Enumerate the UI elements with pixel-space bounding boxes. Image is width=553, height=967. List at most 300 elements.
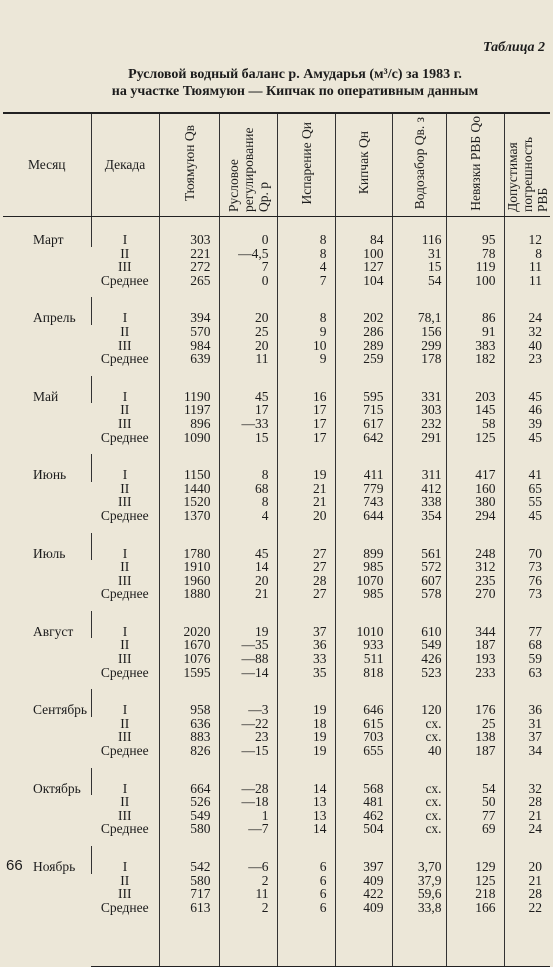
- value-cell: 2: [219, 874, 277, 888]
- value-cell: 8: [219, 495, 277, 509]
- value-cell: 1440: [159, 482, 219, 496]
- value-cell: 176: [446, 689, 504, 717]
- value-cell: 1520: [159, 495, 219, 509]
- value-cell: 73: [504, 560, 550, 574]
- value-cell: 639: [159, 352, 219, 376]
- month-cell: Ноябрь: [33, 859, 76, 874]
- header-regulation: Русловое регулирование Qр. р: [219, 113, 277, 217]
- dekada-cell: III: [118, 337, 132, 353]
- value-cell: 338: [392, 495, 446, 509]
- value-cell: 380: [446, 495, 504, 509]
- value-cell: 25: [219, 325, 277, 339]
- value-cell: 883: [159, 730, 219, 744]
- value-cell: 34: [504, 744, 550, 768]
- header-evaporation: Испарение Qи: [277, 113, 335, 217]
- value-cell: 27: [277, 560, 335, 574]
- value-cell: 235: [446, 574, 504, 588]
- value-cell: 59,6: [392, 887, 446, 901]
- value-cell: —4,5: [219, 247, 277, 261]
- value-cell: 504: [335, 822, 392, 846]
- dekada-cell: II: [120, 323, 130, 339]
- value-cell: 896: [159, 417, 219, 431]
- value-cell: 22: [504, 901, 550, 967]
- value-cell: 68: [504, 638, 550, 652]
- value-cell: 1076: [159, 652, 219, 666]
- value-cell: 11: [219, 887, 277, 901]
- value-cell: 28: [504, 887, 550, 901]
- value-cell: 203: [446, 376, 504, 404]
- value-cell: 664: [159, 768, 219, 796]
- dekada-cell: Среднее: [100, 507, 149, 523]
- month-cell: Август: [33, 623, 74, 639]
- header-tuyamuyun: Тюямуюн Qв: [159, 113, 219, 217]
- value-cell: 77: [504, 611, 550, 639]
- value-cell: 100: [335, 247, 392, 261]
- value-cell: 580: [159, 822, 219, 846]
- value-cell: 826: [159, 744, 219, 768]
- value-cell: 156: [392, 325, 446, 339]
- dekada-cell: II: [120, 715, 130, 731]
- value-cell: 270: [446, 587, 504, 611]
- dekada-cell: Среднее: [100, 743, 149, 759]
- value-cell: 481: [335, 795, 392, 809]
- value-cell: 104: [335, 274, 392, 298]
- value-cell: 610: [392, 611, 446, 639]
- month-cell: Апрель: [33, 310, 76, 326]
- table-row: [3, 217, 550, 247]
- value-cell: 36: [277, 638, 335, 652]
- header-month: Месяц: [3, 113, 91, 217]
- table-title: [60, 66, 530, 100]
- dekada-cell: I: [91, 297, 159, 325]
- month-cell: Июль: [33, 545, 66, 561]
- dekada-cell: II: [120, 245, 130, 261]
- value-cell: 35: [277, 666, 335, 690]
- dekada-cell: I: [91, 768, 159, 796]
- value-cell: 311: [392, 454, 446, 482]
- header-withdrawal: Водозабор Qв. з: [392, 113, 446, 217]
- value-cell: 23: [504, 352, 550, 376]
- value-cell: 21: [277, 482, 335, 496]
- value-cell: 27: [277, 533, 335, 561]
- value-cell: 15: [392, 260, 446, 274]
- value-cell: 218: [446, 887, 504, 901]
- value-cell: 289: [335, 339, 392, 353]
- value-cell: 0: [219, 217, 277, 247]
- dekada-cell: III: [118, 259, 132, 275]
- value-cell: 265: [159, 274, 219, 298]
- value-cell: 933: [335, 638, 392, 652]
- value-cell: 331: [392, 376, 446, 404]
- value-cell: 394: [159, 297, 219, 325]
- value-cell: 100: [446, 274, 504, 298]
- value-cell: 303: [159, 217, 219, 247]
- value-cell: 17: [277, 417, 335, 431]
- table-row: [3, 768, 550, 796]
- value-cell: 417: [446, 454, 504, 482]
- table-row: [3, 689, 550, 717]
- value-cell: 15: [219, 431, 277, 455]
- value-cell: 125: [446, 874, 504, 888]
- value-cell: 13: [277, 795, 335, 809]
- value-cell: 0: [219, 274, 277, 298]
- value-cell: 45: [219, 533, 277, 561]
- value-cell: 127: [335, 260, 392, 274]
- value-cell: 40: [504, 339, 550, 353]
- dekada-cell: III: [118, 572, 132, 588]
- value-cell: 580: [159, 874, 219, 888]
- month-cell: Март: [33, 232, 64, 247]
- value-cell: 1190: [159, 376, 219, 404]
- value-cell: сх.: [392, 795, 446, 809]
- value-cell: 182: [446, 352, 504, 376]
- month-group: [3, 768, 550, 846]
- value-cell: 7: [277, 274, 335, 298]
- value-cell: сх.: [392, 822, 446, 846]
- value-cell: 1010: [335, 611, 392, 639]
- value-cell: 14: [277, 822, 335, 846]
- value-cell: —6: [219, 846, 277, 874]
- value-cell: сх.: [392, 717, 446, 731]
- value-cell: 40: [392, 744, 446, 768]
- value-cell: 1070: [335, 574, 392, 588]
- value-cell: 17: [219, 403, 277, 417]
- value-cell: 409: [335, 874, 392, 888]
- value-cell: 2020: [159, 611, 219, 639]
- dekada-cell: III: [118, 807, 132, 823]
- value-cell: 145: [446, 403, 504, 417]
- dekada-cell: III: [118, 415, 132, 431]
- value-cell: 178: [392, 352, 446, 376]
- value-cell: 703: [335, 730, 392, 744]
- header-dekada: Декада: [91, 113, 159, 217]
- value-cell: 12: [504, 217, 550, 247]
- dekada-cell: Среднее: [100, 586, 149, 602]
- value-cell: 572: [392, 560, 446, 574]
- value-cell: 1595: [159, 666, 219, 690]
- value-cell: 19: [277, 689, 335, 717]
- value-cell: 70: [504, 533, 550, 561]
- value-cell: 426: [392, 652, 446, 666]
- value-cell: 8: [277, 297, 335, 325]
- value-cell: 6: [277, 901, 335, 967]
- table-row: [3, 533, 550, 561]
- value-cell: 248: [446, 533, 504, 561]
- value-cell: 595: [335, 376, 392, 404]
- value-cell: 818: [335, 666, 392, 690]
- header-row: [3, 113, 550, 217]
- value-cell: 549: [392, 638, 446, 652]
- value-cell: сх.: [392, 809, 446, 823]
- value-cell: —7: [219, 822, 277, 846]
- value-cell: 636: [159, 717, 219, 731]
- value-cell: 526: [159, 795, 219, 809]
- value-cell: 63: [504, 666, 550, 690]
- table-row: [3, 454, 550, 482]
- value-cell: 644: [335, 509, 392, 533]
- value-cell: 45: [504, 376, 550, 404]
- value-cell: 542: [159, 846, 219, 874]
- value-cell: 19: [219, 611, 277, 639]
- value-cell: 3,70: [392, 846, 446, 874]
- table-row: [3, 846, 550, 874]
- month-group: [3, 454, 550, 532]
- month-group: [3, 533, 550, 611]
- value-cell: 299: [392, 339, 446, 353]
- value-cell: 344: [446, 611, 504, 639]
- table-label: Таблица 2: [483, 40, 545, 55]
- value-cell: 32: [504, 768, 550, 796]
- value-cell: 1197: [159, 403, 219, 417]
- value-cell: 59: [504, 652, 550, 666]
- value-cell: 138: [446, 730, 504, 744]
- value-cell: 58: [446, 417, 504, 431]
- value-cell: 20: [219, 339, 277, 353]
- value-cell: 613: [159, 901, 219, 967]
- value-cell: сх.: [392, 730, 446, 744]
- month-group: [3, 297, 550, 375]
- value-cell: 39: [504, 417, 550, 431]
- value-cell: 37: [277, 611, 335, 639]
- value-cell: 129: [446, 846, 504, 874]
- value-cell: —18: [219, 795, 277, 809]
- value-cell: 45: [219, 376, 277, 404]
- value-cell: 409: [335, 901, 392, 967]
- value-cell: 45: [504, 509, 550, 533]
- value-cell: 46: [504, 403, 550, 417]
- value-cell: 511: [335, 652, 392, 666]
- dekada-cell: II: [120, 402, 130, 418]
- value-cell: 1370: [159, 509, 219, 533]
- value-cell: 561: [392, 533, 446, 561]
- value-cell: 77: [446, 809, 504, 823]
- dekada-cell: I: [91, 846, 159, 874]
- value-cell: 193: [446, 652, 504, 666]
- dekada-cell: II: [120, 559, 130, 575]
- water-balance-table: [3, 112, 550, 967]
- value-cell: 715: [335, 403, 392, 417]
- value-cell: 312: [446, 560, 504, 574]
- value-cell: 21: [219, 587, 277, 611]
- value-cell: 6: [277, 846, 335, 874]
- value-cell: 86: [446, 297, 504, 325]
- value-cell: 272: [159, 260, 219, 274]
- value-cell: 655: [335, 744, 392, 768]
- value-cell: 1090: [159, 431, 219, 455]
- dekada-cell: I: [91, 454, 159, 482]
- value-cell: 32: [504, 325, 550, 339]
- value-cell: 33: [277, 652, 335, 666]
- value-cell: 1150: [159, 454, 219, 482]
- value-cell: 1780: [159, 533, 219, 561]
- value-cell: —3: [219, 689, 277, 717]
- value-cell: 68: [219, 482, 277, 496]
- value-cell: 54: [446, 768, 504, 796]
- value-cell: 21: [277, 495, 335, 509]
- value-cell: 116: [392, 217, 446, 247]
- value-cell: 232: [392, 417, 446, 431]
- month-cell: Октябрь: [33, 780, 81, 796]
- value-cell: 31: [504, 717, 550, 731]
- value-cell: 259: [335, 352, 392, 376]
- value-cell: 50: [446, 795, 504, 809]
- value-cell: —28: [219, 768, 277, 796]
- value-cell: 10: [277, 339, 335, 353]
- value-cell: 615: [335, 717, 392, 731]
- value-cell: 16: [277, 376, 335, 404]
- dekada-cell: Среднее: [100, 821, 149, 837]
- value-cell: 45: [504, 431, 550, 455]
- month-cell: Июнь: [33, 467, 67, 483]
- value-cell: 65: [504, 482, 550, 496]
- month-group: [3, 376, 550, 454]
- value-cell: 11: [504, 274, 550, 298]
- dekada-cell: III: [118, 651, 132, 667]
- value-cell: 20: [219, 297, 277, 325]
- dekada-cell: I: [91, 217, 159, 247]
- dekada-cell: I: [91, 689, 159, 717]
- value-cell: 36: [504, 689, 550, 717]
- value-cell: 1880: [159, 587, 219, 611]
- value-cell: 18: [277, 717, 335, 731]
- value-cell: 523: [392, 666, 446, 690]
- dekada-cell: Среднее: [100, 272, 149, 288]
- value-cell: 11: [219, 352, 277, 376]
- value-cell: 291: [392, 431, 446, 455]
- value-cell: 78,1: [392, 297, 446, 325]
- value-cell: 646: [335, 689, 392, 717]
- value-cell: 9: [277, 352, 335, 376]
- header-kipchak: Кипчак Qн: [335, 113, 392, 217]
- value-cell: 78: [446, 247, 504, 261]
- value-cell: 120: [392, 689, 446, 717]
- value-cell: 187: [446, 744, 504, 768]
- value-cell: 1910: [159, 560, 219, 574]
- value-cell: 37: [504, 730, 550, 744]
- value-cell: 37,9: [392, 874, 446, 888]
- value-cell: 73: [504, 587, 550, 611]
- value-cell: 11: [504, 260, 550, 274]
- value-cell: 202: [335, 297, 392, 325]
- value-cell: 462: [335, 809, 392, 823]
- value-cell: 19: [277, 744, 335, 768]
- month-group: [3, 611, 550, 689]
- value-cell: 717: [159, 887, 219, 901]
- value-cell: 221: [159, 247, 219, 261]
- value-cell: 568: [335, 768, 392, 796]
- value-cell: 294: [446, 509, 504, 533]
- value-cell: 1960: [159, 574, 219, 588]
- value-cell: сх.: [392, 768, 446, 796]
- value-cell: 54: [392, 274, 446, 298]
- value-cell: 354: [392, 509, 446, 533]
- dekada-cell: I: [91, 611, 159, 639]
- dekada-cell: Среднее: [100, 664, 149, 680]
- value-cell: 1: [219, 809, 277, 823]
- value-cell: 21: [504, 809, 550, 823]
- value-cell: 17: [277, 431, 335, 455]
- value-cell: 8: [219, 454, 277, 482]
- value-cell: 28: [277, 574, 335, 588]
- value-cell: 8: [504, 247, 550, 261]
- value-cell: 2: [219, 901, 277, 967]
- value-cell: 397: [335, 846, 392, 874]
- value-cell: 985: [335, 560, 392, 574]
- value-cell: —15: [219, 744, 277, 768]
- value-cell: —35: [219, 638, 277, 652]
- value-cell: 17: [277, 403, 335, 417]
- dekada-cell: Среднее: [100, 351, 149, 367]
- title-line-2: на участке Тюямуюн — Кипчак по оперативным данным: [111, 84, 479, 99]
- dekada-cell: II: [120, 637, 130, 653]
- value-cell: 9: [277, 325, 335, 339]
- value-cell: 7: [219, 260, 277, 274]
- value-cell: 642: [335, 431, 392, 455]
- dekada-cell: III: [118, 729, 132, 745]
- value-cell: 899: [335, 533, 392, 561]
- value-cell: 607: [392, 574, 446, 588]
- header-error: Допустимая погрешность РВБ: [504, 113, 550, 217]
- dekada-cell: II: [120, 794, 130, 810]
- value-cell: 14: [219, 560, 277, 574]
- value-cell: 41: [504, 454, 550, 482]
- value-cell: 28: [504, 795, 550, 809]
- value-cell: 984: [159, 339, 219, 353]
- dekada-cell: Среднее: [100, 429, 149, 445]
- value-cell: —88: [219, 652, 277, 666]
- value-cell: 24: [504, 822, 550, 846]
- value-cell: 23: [219, 730, 277, 744]
- table-row: [3, 611, 550, 639]
- value-cell: 31: [392, 247, 446, 261]
- dekada-cell: III: [118, 886, 132, 902]
- table-row: [3, 297, 550, 325]
- value-cell: 20: [277, 509, 335, 533]
- dekada-cell: Среднее: [91, 901, 159, 967]
- value-cell: 958: [159, 689, 219, 717]
- value-cell: 20: [504, 846, 550, 874]
- dekada-cell: II: [120, 480, 130, 496]
- table-row: [3, 376, 550, 404]
- month-group: [3, 217, 550, 298]
- value-cell: 160: [446, 482, 504, 496]
- value-cell: 303: [392, 403, 446, 417]
- value-cell: 125: [446, 431, 504, 455]
- value-cell: 166: [446, 901, 504, 967]
- value-cell: 4: [277, 260, 335, 274]
- value-cell: 985: [335, 587, 392, 611]
- value-cell: 8: [277, 247, 335, 261]
- value-cell: 24: [504, 297, 550, 325]
- value-cell: 743: [335, 495, 392, 509]
- value-cell: 411: [335, 454, 392, 482]
- header-discrepancy: Невязки РВБ Qо: [446, 113, 504, 217]
- title-line-1: Русловой водный баланс р. Амударья (м³/с) за 1983 г.: [128, 67, 462, 82]
- dekada-cell: III: [118, 494, 132, 510]
- value-cell: —22: [219, 717, 277, 731]
- value-cell: 27: [277, 587, 335, 611]
- value-cell: 422: [335, 887, 392, 901]
- value-cell: 84: [335, 217, 392, 247]
- dekada-cell: I: [91, 376, 159, 404]
- value-cell: —33: [219, 417, 277, 431]
- page-number: 66: [6, 857, 23, 874]
- value-cell: 19: [277, 454, 335, 482]
- value-cell: 119: [446, 260, 504, 274]
- value-cell: 21: [504, 874, 550, 888]
- month-group: [3, 689, 550, 767]
- value-cell: 19: [277, 730, 335, 744]
